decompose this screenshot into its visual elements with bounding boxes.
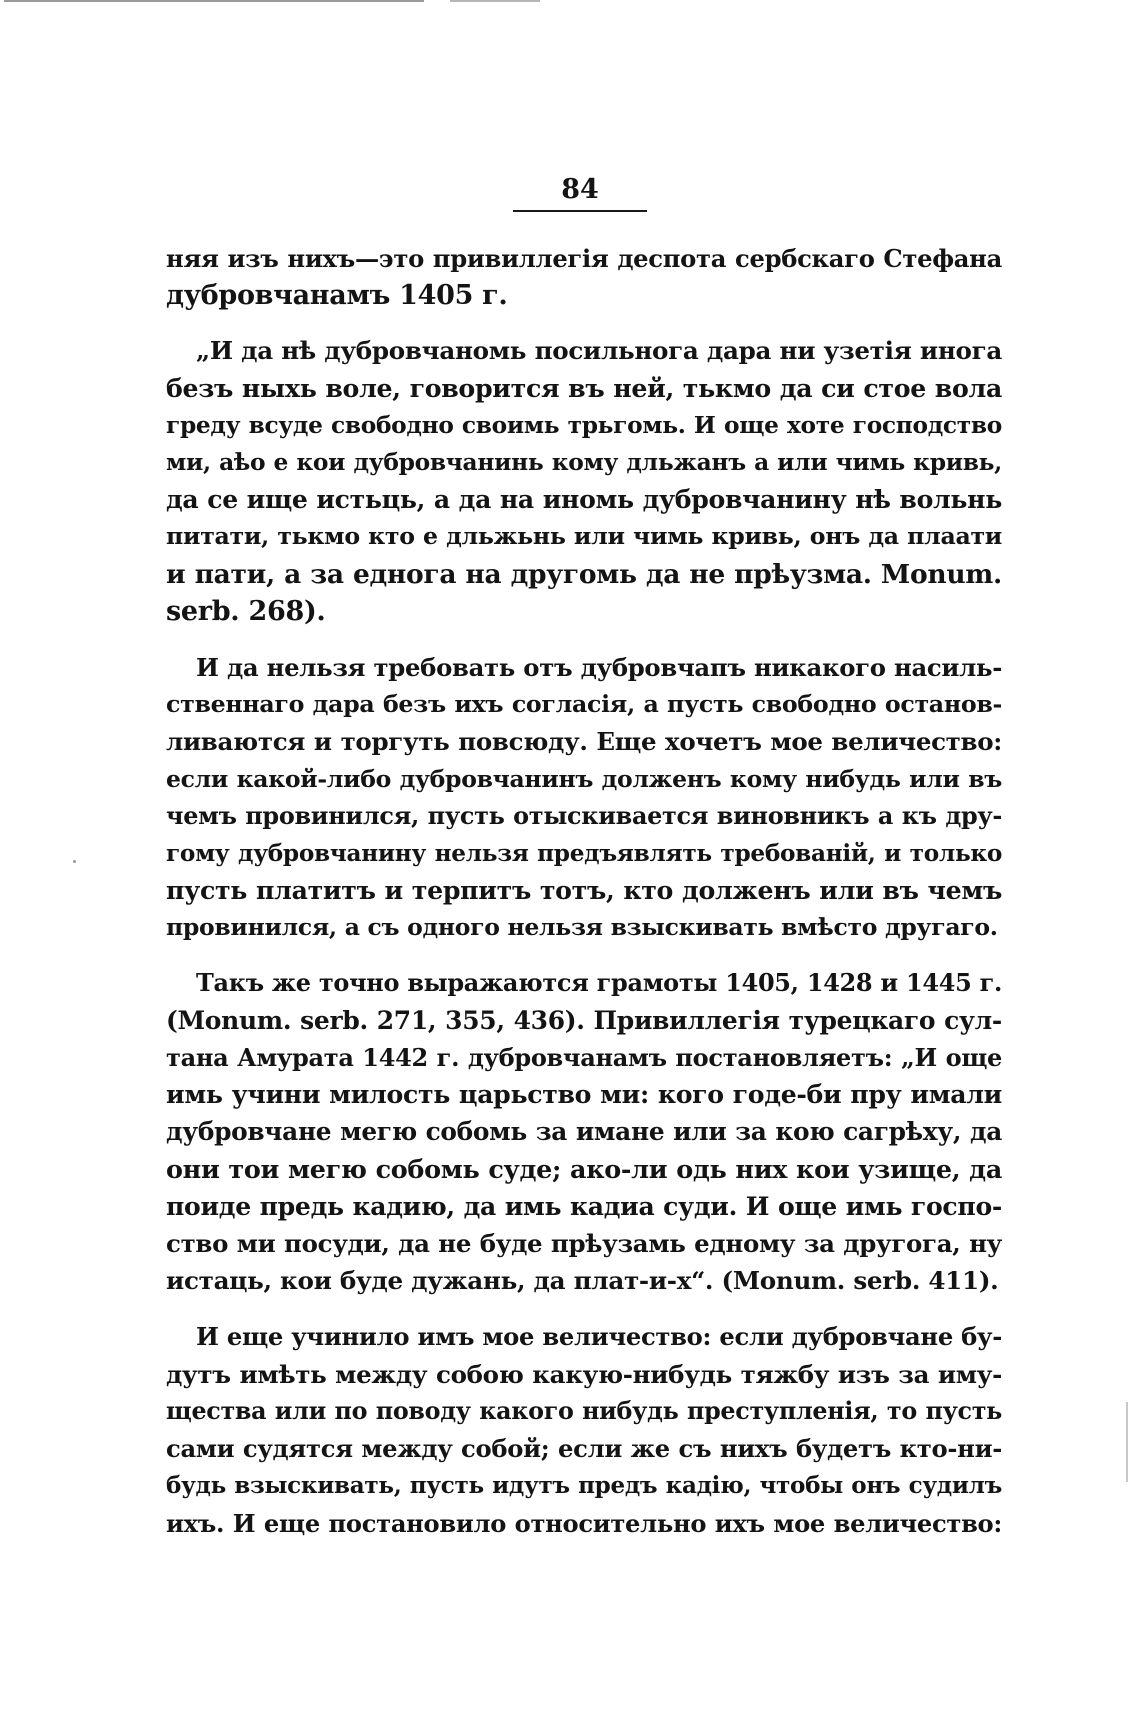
text-line: безъ ныхь воле, говорится въ ней, тькмо да си стое вола: [166, 372, 1002, 403]
text-line: щества или по поводу какого нибудь преступленія, то пусть: [166, 1396, 1002, 1425]
text-line: (Monum. serb. 271, 355, 436). Привиллегія турецкаго сул-: [166, 1005, 1002, 1035]
text-line: если какой-либо дубровчанинъ долженъ кому нибудь или въ: [166, 764, 1002, 793]
text-line: ми, аѣо е кои дубровчанинь кому дльжанъ а или чимь кривь,: [166, 448, 1002, 477]
text-line: ство ми посуди, да не буде прѣузамь едному за другога, ну: [166, 1229, 1002, 1259]
text-line: они тои мегю собомь суде; ако-ли одь них кои узище, да: [166, 1153, 1002, 1184]
text-line: греду всуде свободно своимь трьгомь. И още хоте господство: [166, 411, 1002, 439]
text-line: питати, тькмо кто е дльжьнь или чимь кривь, онъ да плаати: [166, 522, 1002, 551]
text-line: чемъ провинился, пусть отыскивается виновникъ а къ дру-: [166, 801, 1002, 830]
text-line: ственнаго дара безъ ихъ согласія, а пусть свободно останов-: [166, 690, 1002, 719]
text-line: гому дубровчанину нельзя предъявлять требованій, и только: [166, 840, 1002, 868]
paragraph-4: [166, 965, 1002, 1300]
text-line: будь взыскивать, пусть идутъ предъ кадію, чтобы онъ судилъ: [166, 1472, 1002, 1500]
text-line: тана Амурата 1442 г. дубровчанамъ постановляетъ: „И още: [166, 1043, 1002, 1073]
margin-dot: [73, 860, 76, 863]
text-line: Такъ же точно выражаются грамоты 1405, 1428 и 1445 г.: [196, 968, 1002, 997]
text-line: дубровчанамъ 1405 г.: [166, 280, 508, 312]
text-line: „И да нѣ дубровчаномь посильнога дара ни узетія инога: [196, 336, 1002, 366]
text-line: serb. 268).: [166, 595, 326, 627]
paragraph-1: [166, 240, 1002, 314]
text-line: и пати, а за еднога на другомь да не прѣузма. Monum.: [166, 558, 1002, 590]
text-line: няя изъ нихъ—это привиллегія деспота сербскаго Стефана: [166, 244, 1002, 273]
body-text: [166, 240, 1002, 1542]
text-line: ихъ. И еще постановило относительно ихъ мое величество:: [166, 1508, 1002, 1538]
text-line: истаць, кои буде дужань, да плат-и-х“. (Monum. serb. 411).: [166, 1266, 999, 1296]
paragraph-2-quote: [166, 332, 1002, 630]
paragraph-3: [166, 649, 1002, 947]
text-line: дутъ имѣть между собою какую-нибудь тяжбу изъ за иму-: [166, 1359, 1002, 1389]
top-edge-rule-secondary: [450, 0, 540, 2]
text-line: дубровчане мегю собомь за имане или за кою сагрѣху, да: [166, 1117, 1002, 1147]
text-line: И еще учинило имъ мое величество: если дубровчане бу-: [196, 1322, 1002, 1352]
paragraph-5: [166, 1318, 1002, 1541]
text-line: да се ище истьць, а да на иномь дубровчанину нѣ вольнь: [166, 484, 1002, 515]
margin-mark: [1126, 1402, 1128, 1482]
text-line: провинился, а съ одного нельзя взыскивать вмѣсто другаго.: [166, 913, 998, 942]
page-number-rule: [513, 210, 647, 212]
text-line: поиде предь кадию, да имь кадиа суди. И още имь госпо-: [166, 1190, 1002, 1221]
top-edge-rule: [4, 0, 424, 2]
text-line: И да нельзя требовать отъ дубровчапъ никакого насиль-: [196, 653, 1002, 683]
text-line: ливаются и торгуть повсюду. Еще хочетъ мое величество:: [166, 727, 1002, 757]
text-line: пусть платитъ и терпитъ тотъ, кто долженъ или въ чемъ: [166, 875, 1002, 906]
text-line: имь учини милость царьство ми: кого годе-би пру имали: [166, 1079, 1002, 1110]
text-line: сами судятся между собой; если же съ нихъ будетъ кто-ни-: [166, 1434, 1002, 1464]
page-number: 84: [561, 174, 599, 205]
